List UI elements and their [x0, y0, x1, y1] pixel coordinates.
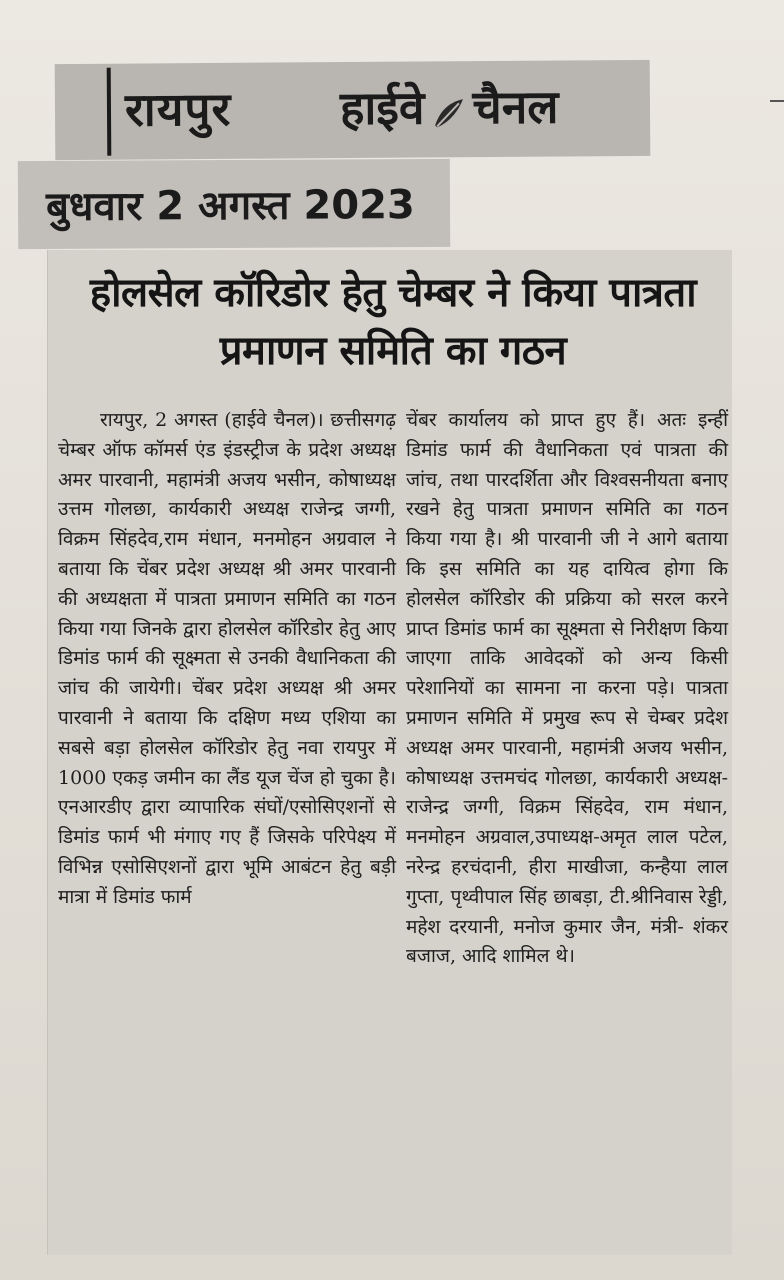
masthead-divider — [107, 68, 112, 156]
publication-date: बुधवार 2 अगस्त 2023 — [45, 182, 415, 230]
news-article — [47, 250, 732, 1255]
article-headline: होलसेल कॉरिडोर हेतु चेम्बर ने किया पात्रता प्रमाणन समिति का गठन — [89, 270, 697, 374]
masthead-banner — [55, 60, 651, 160]
paper-name-right: चैनल — [472, 79, 559, 135]
adjacent-column-edge — [770, 100, 784, 132]
masthead-city: रायपुर — [124, 81, 232, 137]
masthead-paper-name — [340, 75, 559, 139]
feather-leaf-icon — [430, 88, 466, 124]
article-column-right: चेंबर कार्यालय को प्राप्त हुए हैं। अतः इन्हीं डिमांड फार्म की वैधानिकता एवं पात्रता की जांच, तथा पारदर्शिता और विश्वसनीयता बनाए रखने हेतु पात्रता प्रमाणन समिति का गठन किया गया है। श्री पारवानी जी ने आगे बताया कि इस समिति का यह दायित्व होगा कि होलसेल कॉरिडोर की प्रक्रिया को सरल करने प्राप्त डिमांड फार्म का सूक्ष्मता से निरीक्षण किया जाएगा ताकि आवेदकों को अन्य किसी परेशानियों का सामना ना करना पड़े। पात्रता प्रमाणन समिति में प्रमुख रूप से चेम्बर प्रदेश अध्यक्ष अमर पारवानी, महामंत्री अजय भसीन, कोषाध्यक्ष उत्तमचंद गोलछा, कार्यकारी अध्यक्ष- राजेन्द्र जग्गी, विक्रम सिंहदेव, राम मंधान, मनमोहन अग्रवाल,उपाध्यक्ष-अमृत लाल पटेल, नरेन्द्र हरचंदानी, हीरा माखीजा, कन्हैया लाल गुप्ता, पृथ्वीपाल सिंह छाबड़ा, टी.श्रीनिवास रेड्डी, महेश दरयानी, मनोज कुमार जैन, मंत्री- शंकर बजाज, आदि शामिल थे। — [406, 409, 728, 968]
date-banner — [18, 159, 450, 249]
article-column-left: रायपुर, 2 अगस्त (हाईवे चैनल)। छत्तीसगढ़ चेम्बर ऑफ कॉमर्स एंड इंडस्ट्रीज के प्रदेश अध्यक्ष अमर पारवानी, महामंत्री अजय भसीन, कोषाध्यक्ष उत्तम गोलछा, कार्यकारी अध्यक्ष राजेन्द्र जग्गी, विक्रम सिंहदेव,राम मंधान, मनमोहन अग्रवाल ने बताया कि चेंबर प्रदेश अध्यक्ष श्री अमर पारवानी की अध्यक्षता में पात्रता प्रमाणन समिति का गठन किया गया जिनके द्वारा होलसेल कॉरिडोर हेतु आए डिमांड फार्म की सूक्ष्मता से उनकी वैधानिकता की जांच की जायेगी। चेंबर प्रदेश अध्यक्ष श्री अमर पारवानी ने बताया कि दक्षिण मध्य एशिया का सबसे बड़ा होलसेल कॉरिडोर हेतु नवा रायपुर में 1000 एकड़ जमीन का लैंड यूज चेंज हो चुका है। एनआरडीए द्वारा व्यापारिक संघों/एसोसिएशनों से डिमांड फार्म भी मंगाए गए हैं जिसके परिपेक्ष्य में विभिन्न एसोसिएशनों द्वारा भूमि आबंटन हेतु बड़ी मात्रा में डिमांड फार्म — [58, 409, 396, 908]
paper-name-left: हाईवे — [339, 80, 425, 136]
